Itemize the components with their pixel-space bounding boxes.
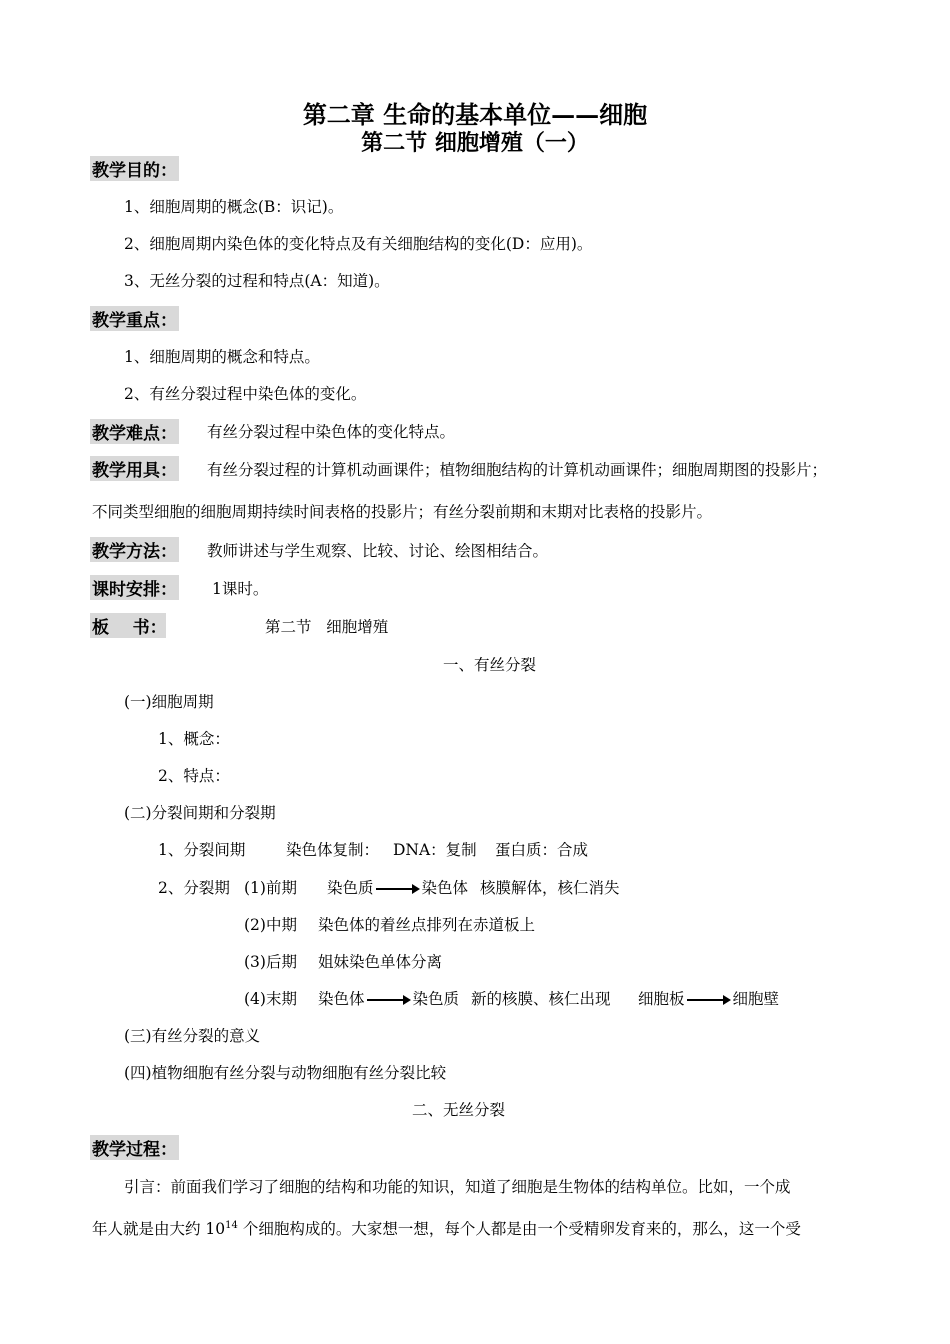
board-telophase-nucleus: 新的核膜、核仁出现 (471, 990, 611, 1008)
tools-text-line1: 有丝分裂过程的计算机动画课件；植物细胞结构的计算机动画课件；细胞周期图的投影片； (207, 461, 828, 479)
tools-label: 教学用具： (90, 456, 179, 481)
arrow-right-icon (367, 995, 411, 1005)
board-telophase-plate (638, 987, 779, 1009)
board-prophase-nucleus: 核膜解体，核仁消失 (480, 879, 620, 897)
chromatin-text: 染色质 (412, 990, 460, 1008)
exponent: 14 (225, 1219, 238, 1231)
difficulty-text: 有丝分裂过程中染色体的变化特点。 (207, 423, 456, 441)
board-anaphase: (3)后期 (244, 953, 297, 971)
board-prophase-line (327, 876, 468, 898)
method-label: 教学方法： (90, 537, 179, 562)
chromosome-text: 染色体 (318, 990, 365, 1008)
board-prophase: (1)前期 (244, 879, 297, 897)
chapter-title: 第二章 生命的基本单位——细胞 (302, 100, 648, 129)
objective-item: 3、无丝分裂的过程和特点(A：知道)。 (124, 272, 390, 290)
board-interphase-chromosome: 染色体复制： (286, 841, 380, 859)
objectives-label: 教学目的： (90, 156, 179, 181)
board-section-title: 第二节 细胞增殖 (265, 618, 389, 636)
board-anaphase-text: 姐妹染色单体分离 (318, 953, 443, 971)
arrow-right-icon (376, 884, 420, 894)
board-significance: (三)有丝分裂的意义 (124, 1027, 261, 1045)
objective-item: 2、细胞周期内染色体的变化特点及有关细胞结构的变化(D：应用)。 (124, 235, 593, 253)
board-interphase: 1、分裂间期 (158, 841, 246, 859)
board-concept: 1、概念： (158, 730, 230, 748)
schedule-text: 1课时。 (212, 580, 269, 598)
board-interphase-dna: DNA：复制 (393, 841, 477, 859)
cell-plate-text: 细胞板 (638, 990, 685, 1008)
schedule-label: 课时安排： (90, 575, 179, 600)
board-telophase: (4)末期 (244, 990, 297, 1008)
board-cycle: (一)细胞周期 (124, 693, 214, 711)
chromosome-text: 染色体 (421, 879, 469, 897)
process-line2-start: 年人就是由大约 10 (92, 1220, 226, 1238)
section-title: 第二节 细胞增殖（一） (361, 130, 589, 156)
board-label: 板 书： (90, 613, 166, 638)
process-line2-end: 个细胞构成的。大家想一想，每个人都是由一个受精卵发育来的，那么，这一个受 (237, 1220, 801, 1238)
process-line1: 引言：前面我们学习了细胞的结构和功能的知识，知道了细胞是生物体的结构单位。比如，一个成 (124, 1178, 791, 1196)
chromatin-text: 染色质 (327, 879, 374, 897)
board-phases: (二)分裂间期和分裂期 (124, 804, 276, 822)
process-line2 (92, 1217, 801, 1239)
board-feature: 2、特点： (158, 767, 230, 785)
board-metaphase: (2)中期 (244, 916, 297, 934)
board-metaphase-text: 染色体的着丝点排列在赤道板上 (318, 916, 536, 934)
process-label: 教学过程： (90, 1135, 179, 1160)
objective-item: 1、细胞周期的概念(B：识记)。 (124, 198, 344, 216)
key-point-item: 1、细胞周期的概念和特点。 (124, 348, 320, 366)
board-comparison: (四)植物细胞有丝分裂与动物细胞有丝分裂比较 (124, 1064, 447, 1082)
board-part2-heading: 二、无丝分裂 (412, 1101, 506, 1119)
tools-text-line2: 不同类型细胞的细胞周期持续时间表格的投影片；有丝分裂前期和末期对比表格的投影片。 (92, 503, 713, 521)
key-points-label: 教学重点： (90, 306, 179, 331)
board-mitosis: 2、分裂期 (158, 879, 230, 897)
cell-wall-text: 细胞壁 (732, 990, 780, 1008)
board-telophase-line (318, 987, 459, 1009)
arrow-right-icon (687, 995, 731, 1005)
board-part1-heading: 一、有丝分裂 (443, 656, 537, 674)
method-text: 教师讲述与学生观察、比较、讨论、绘图相结合。 (207, 542, 549, 560)
key-point-item: 2、有丝分裂过程中染色体的变化。 (124, 385, 367, 403)
board-interphase-protein: 蛋白质：合成 (495, 841, 589, 859)
difficulty-label: 教学难点： (90, 419, 179, 444)
